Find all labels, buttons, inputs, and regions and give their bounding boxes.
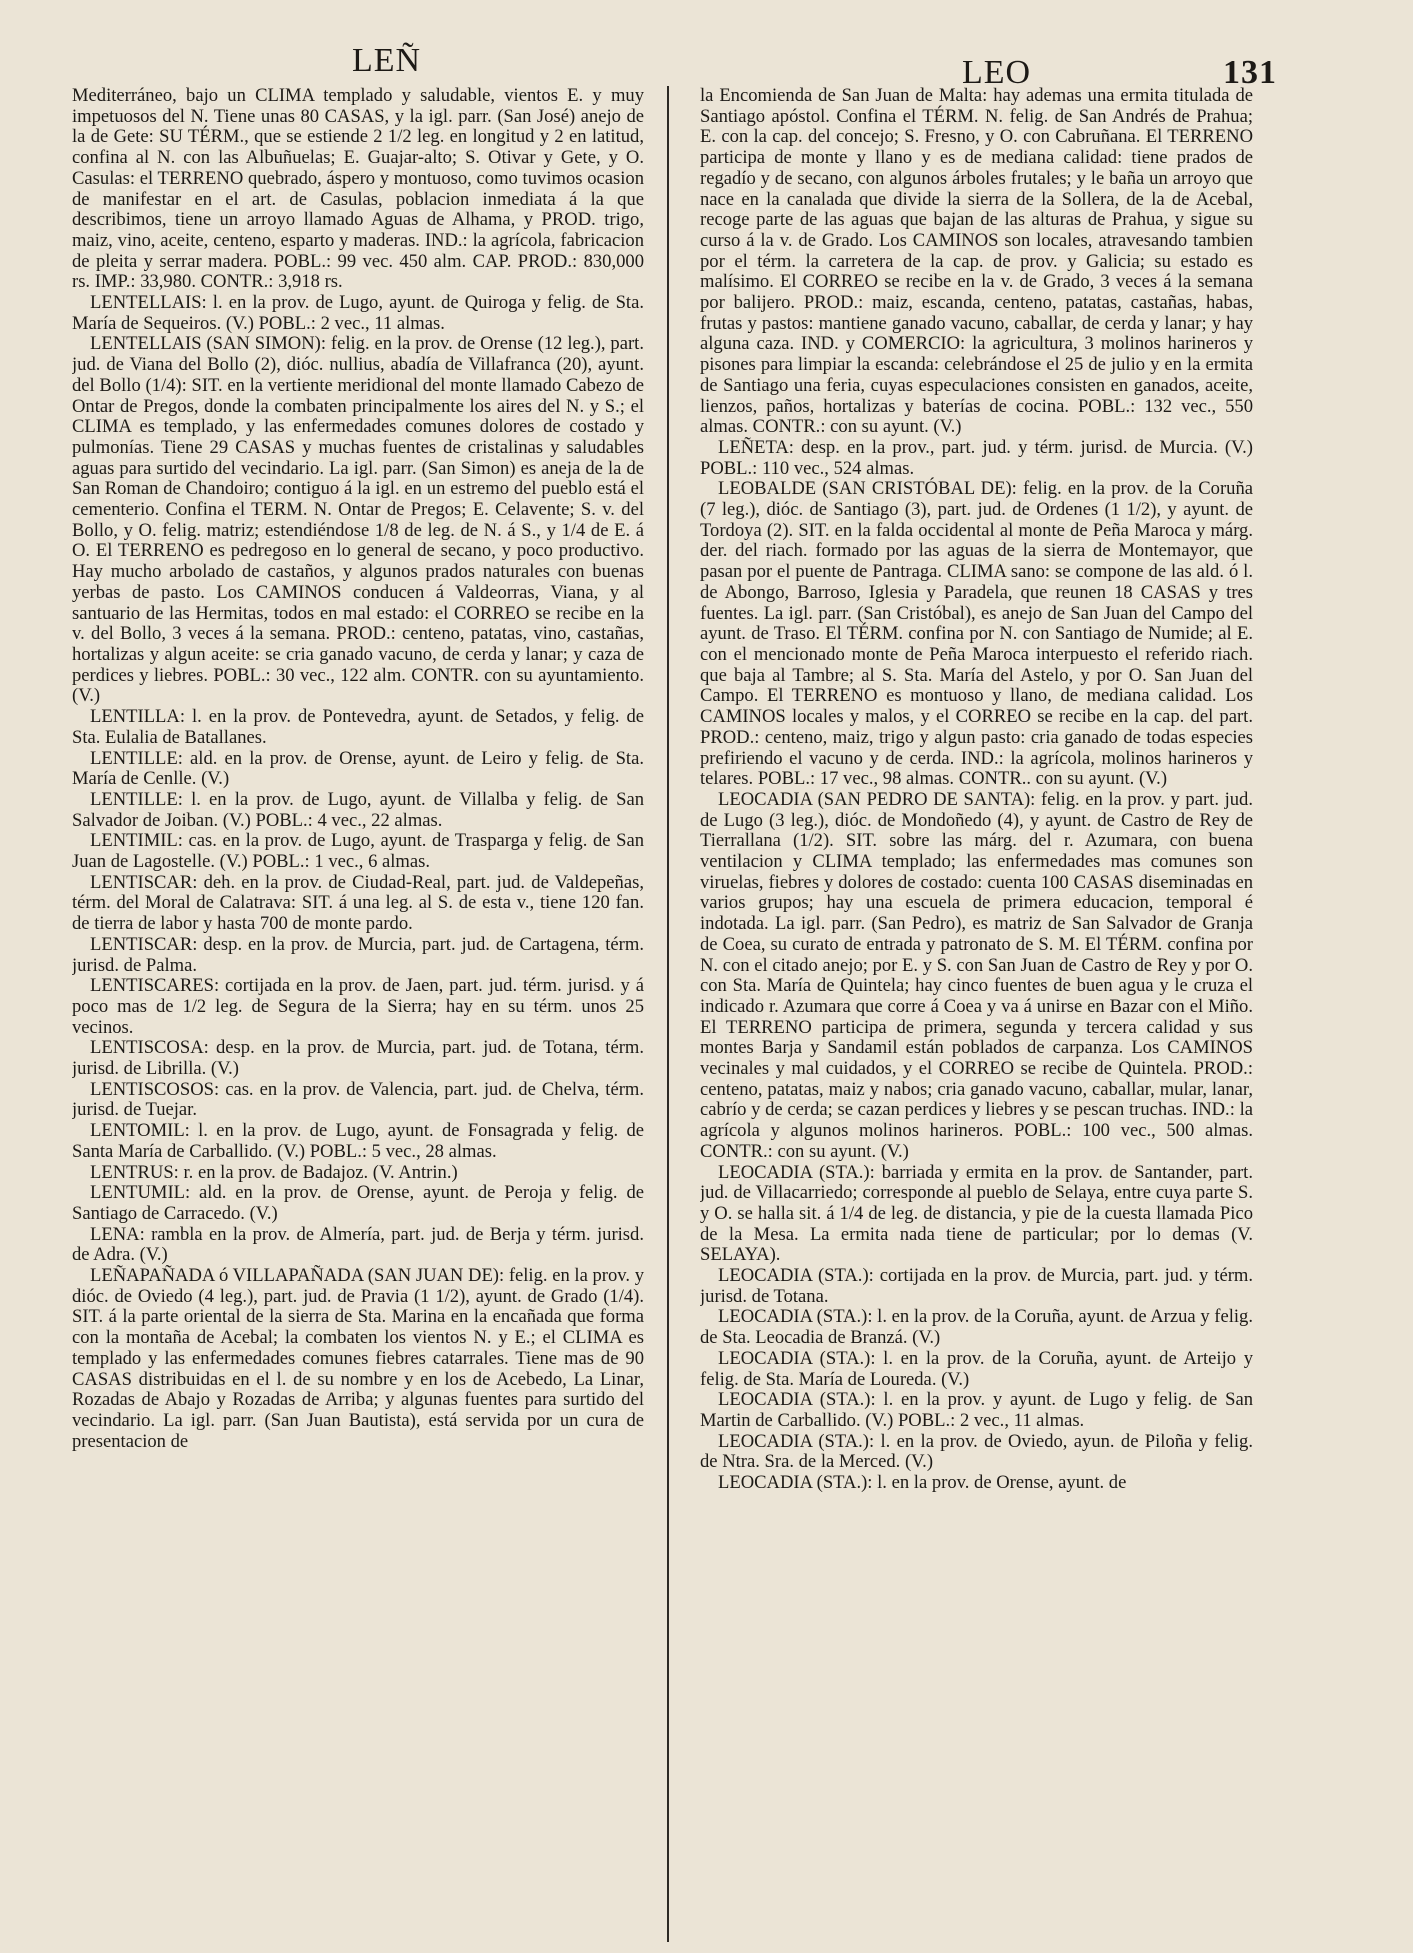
page-number: 131 bbox=[1223, 54, 1277, 91]
column-divider bbox=[667, 86, 669, 1942]
entry: LENTELLAIS (SAN SIMON): felig. en la prov. de Orense (12 leg.), part. jud. de Viana del Bollo (2), dióc. nullius, abadía de Villafranca (20), ayunt. del Bollo (1/4): SIT. en la vertiente meridional del monte llamado Cabezo de Ontar de Pregos, donde la combaten principalmente los aires del N. y S.; el CLIMA es templado, y las enfermedades comunes dolores de costado y pulmonías. Tiene 29 CASAS y muchas fuentes de cristalinas y saludables aguas para surtido del vecindario. La igl. parr. (San Simon) es aneja de la de San Roman de Chandoiro; contiguo á la igl. en un estremo del pueblo está el cementerio. Confina el TERM. N. Ontar de Pregos; E. Celavente; S. v. del Bollo, y O. felig. matriz; estendiéndose 1/8 de leg. de N. á S., y 1/4 de E. á O. El TERRENO es pedregoso en lo general de secano, y poco productivo. Hay mucho arbolado de castaños, y algunos prados naturales con buenas yerbas de pasto. Los CAMINOS conducen á Valdeorras, Viana, y al santuario de las Hermitas, todos en mal estado: el CORREO se recibe en la v. del Bollo, 3 veces á la semana. PROD.: centeno, patatas, vino, castañas, hortalizas y algun aceite: se cria ganado vacuno, de cerda y lanar; y caza de perdices y liebres. POBL.: 30 vec., 122 alm. CONTR. con su ayuntamiento. (V.) bbox=[72, 333, 644, 707]
right-column bbox=[700, 86, 1253, 1942]
entry: LENTRUS: r. en la prov. de Badajoz. (V. Antrin.) bbox=[90, 1161, 458, 1183]
entry: LENTISCAR: deh. en la prov. de Ciudad-Real, part. jud. de Valdepeñas, térm. del Moral de Calatrava: SIT. á una leg. al S. de esta v., tiene 120 fan. de tierra de labor y hasta 700 de monte pardo. bbox=[72, 871, 644, 935]
entry: LEOCADIA (SAN PEDRO DE SANTA): felig. en la prov. y part. jud. de Lugo (3 leg.), dióc. de Mondoñedo (4), y ayunt. de Castro de Rey de Tierrallana (1/2). SIT. sobre las márg. del r. Azumara, con buena ventilacion y CLIMA templado; las enfermedades mas comunes son viruelas, fiebres y dolores de costado: cuenta 100 CASAS diseminadas en varios grupos; hay una escuela de primera educacion, temporal é indotada. La igl. parr. (San Pedro), es matriz de San Salvador de Granja de Coea, su curato de entrada y patronato de S. M. El TÉRM. confina por N. con el citado anejo; por E. y S. con San Juan de Castro de Rey y por O. con Sta. María de Quintela; hay cinco fuentes de buen agua y le cruza el indicado r. Azumara que corre á Coea y va á unirse en Bazar con el Miño. El TERRENO participa de primera, segunda y tercera calidad y sus montes Barja y Sandamil están poblados de carpanza. Los CAMINOS vecinales y mal cuidados, y el CORREO se recibe de Quintela. PROD.: centeno, patatas, maiz y nabos; cria ganado vacuno, caballar, mular, lanar, cabrío y de cerda; se cazan perdices y liebres y se pescan truchas. IND.: la agrícola y algunos molinos harineros. POBL.: 100 vec., 500 almas. CONTR.: con su ayunt. (V.) bbox=[700, 788, 1253, 1162]
page-header bbox=[0, 38, 1413, 91]
entry: LENTOMIL: l. en la prov. de Lugo, ayunt. de Fonsagrada y felig. de Santa María de Carballido. (V.) POBL.: 5 vec., 28 almas. bbox=[72, 1120, 644, 1162]
entry: Mediterráneo, bajo un CLIMA templado y saludable, vientos E. y muy impetuosos del N. Tiene unas 80 CASAS, y la igl. parr. (San José) anejo de la de Gete: SU TÉRM., que se estiende 2 1/2 leg. en longitud y 2 en latitud, confina al N. con las Albuñuelas; E. Guajar-alto; S. Otivar y Gete, y O. Casulas: el TERRENO quebrado, áspero y montuoso, como tuvimos ocasion de manifestar en el art. de Casulas, poblacion inmediata á la que describimos, tiene un arroyo llamado Aguas de Alhama, y PROD. trigo, maiz, vino, aceite, centeno, esparto y maderas. IND.: la agrícola, fabricacion de pleita y serrar madera. POBL.: 99 vec. 450 alm. CAP. PROD.: 830,000 rs. IMP.: 33,980. CONTR.: 3,918 rs. bbox=[72, 86, 644, 293]
entry: LENTISCOSA: desp. en la prov. de Murcia, part. jud. de Totana, térm. jurisd. de Librilla. (V.) bbox=[72, 1037, 644, 1080]
entry: LENTUMIL: ald. en la prov. de Orense, ayunt. de Peroja y felig. de Santiago de Carracedo. (V.) bbox=[72, 1182, 644, 1224]
entry: LENTILLA: l. en la prov. de Pontevedra, ayunt. de Setados, y felig. de Sta. Eulalia de Batallanes. bbox=[72, 706, 644, 748]
entry: LEOCADIA (STA.): l. en la prov. de Orense, ayunt. de bbox=[718, 1472, 1127, 1494]
entry: LEOCADIA (STA.): l. en la prov. de la Coruña, ayunt. de Arzua y felig. de Sta. Leocadia de Branzá. (V.) bbox=[700, 1306, 1253, 1349]
entry: LENTISCAR: desp. en la prov. de Murcia, part. jud. de Cartagena, térm. jurisd. de Palma. bbox=[72, 933, 644, 976]
entry: LENA: rambla en la prov. de Almería, part. jud. de Berja y térm. jurisd. de Adra. (V.) bbox=[72, 1223, 644, 1266]
entry: LEOCADIA (STA.): l. en la prov. de la Coruña, ayunt. de Arteijo y felig. de Sta. María de Loureda. (V.) bbox=[700, 1347, 1253, 1390]
header-left-guide-word: LEÑ bbox=[352, 42, 422, 79]
entry: LENTILLE: l. en la prov. de Lugo, ayunt. de Villalba y felig. de San Salvador de Joiban. (V.) POBL.: 4 vec., 22 almas. bbox=[72, 788, 644, 831]
entry: LEOCADIA (STA.): barriada y ermita en la prov. de Santander, part. jud. de Villacarriedo; corresponde al pueblo de Selaya, entre cuya parte S. y O. se halla sit. á 1/4 de leg. de distancia, y pie de la cuesta llamada Pico de la Mesa. La ermita nada tiene de particular; por lo demas (V. SELAYA). bbox=[700, 1161, 1253, 1266]
entry: LEOCADIA (STA.): cortijada en la prov. de Murcia, part. jud. y térm. jurisd. de Totana. bbox=[700, 1265, 1253, 1307]
entry: LENTIMIL: cas. en la prov. de Lugo, ayunt. de Trasparga y felig. de San Juan de Lagostelle. (V.) POBL.: 1 vec., 6 almas. bbox=[72, 830, 644, 873]
entry: LEOCADIA (STA.): l. en la prov. de Oviedo, ayun. de Piloña y felig. de Ntra. Sra. de la Merced. (V.) bbox=[700, 1430, 1253, 1473]
entry: LEÑETA: desp. en la prov., part. jud. y térm. jurisd. de Murcia. (V.) POBL.: 110 vec., 524 almas. bbox=[700, 436, 1253, 479]
entry: LEÑAPAÑADA ó VILLAPAÑADA (SAN JUAN DE): felig. en la prov. y dióc. de Oviedo (4 leg.), part. jud. de Pravia (1 1/2), ayunt. de Grado (1/4). SIT. á la parte oriental de la sierra de Sta. Marina en la encañada que forma con la montaña de Acebal; la combaten los vientos N. y E.; el CLIMA es templado y las enfermedades comunes fiebres catarrales. Tiene mas de 90 CASAS distribuidas en el l. de su nombre y en los de Acebedo, La Linar, Rozadas de Abajo y Rozadas de Arriba; y algunas fuentes para surtido del vecindario. La igl. parr. (San Juan Bautista), está servida por un cura de presentacion de bbox=[72, 1265, 644, 1452]
entry: LENTISCOSOS: cas. en la prov. de Valencia, part. jud. de Chelva, térm. jurisd. de Tuejar. bbox=[72, 1078, 644, 1121]
entry: LEOBALDE (SAN CRISTÓBAL DE): felig. en la prov. de la Coruña (7 leg.), dióc. de Santiago (3), part. jud. de Ordenes (1 1/2), y ayunt. de Tordoya (2). SIT. en la falda occidental al monte de Peña Maroca y márg. der. del riach. formado por las aguas de la sierra de Montemayor, que pasan por el puente de Pantraga. CLIMA sano: se compone de las ald. ó l. de Abongo, Barroso, Iglesia y Paradela, que reunen 18 CASAS y tres fuentes. La igl. parr. (San Cristóbal), es anejo de San Juan del Campo del ayunt. de Traso. El TÉRM. confina por N. con Santiago de Numide; al E. con el mencionado monte de Peña Maroca interpuesto el referido riach. que baja al Tambre; al S. Sta. María del Astelo, y por O. San Juan del Campo. El TERRENO es montuoso y llano, de mediana calidad. Los CAMINOS locales y malos, y el CORREO se recibe en la cap. del part. PROD.: centeno, maiz, trigo y algun pasto: cria ganado de todas especies prefiriendo el vacuno y de cerda. IND.: la agrícola, molinos harineros y telares. POBL.: 17 vec., 98 almas. CONTR.. con su ayunt. (V.) bbox=[700, 478, 1253, 790]
entry: LENTELLAIS: l. en la prov. de Lugo, ayunt. de Quiroga y felig. de Sta. María de Sequeiros. (V.) POBL.: 2 vec., 11 almas. bbox=[72, 292, 644, 334]
entry: la Encomienda de San Juan de Malta: hay ademas una ermita titulada de Santiago apóstol. Confina el TÉRM. N. felig. de San Andrés de Prahua; E. con la cap. del concejo; S. Fresno, y O. con Cabruñana. El TERRENO participa de monte y llano y es de mediana calidad: tiene prados de regadío y de secano, con algunos árboles frutales; y le baña un arroyo que nace en la canalada que divide la sierra de la Sollera, de la de Acebal, recoge parte de las aguas que bajan de las alturas de Prahua, y sigue su curso á la v. de Grado. Los CAMINOS son locales, atravesando tambien por el térm. la carretera de la cap. de prov. y Galicia; su estado es malísimo. El CORREO se recibe en la v. de Grado, 3 veces á la semana por balijero. PROD.: maiz, escanda, centeno, patatas, castañas, habas, frutas y pastos: mantiene ganado vacuno, caballar, de cerda y lanar; y hay alguna caza. IND. y COMERCIO: la agricultura, 3 molinos harineros y pisones para limpiar la escanda: celebrándose el 25 de julio y en la ermita de Santiago una feria, cuyas especulaciones consisten en ganados, aceite, lienzos, paños, hortalizas y baterías de cocina. POBL.: 132 vec., 550 almas. CONTR.: con su ayunt. (V.) bbox=[700, 86, 1253, 438]
entry: LENTILLE: ald. en la prov. de Orense, ayunt. de Leiro y felig. de Sta. María de Cenlle. (V.) bbox=[72, 747, 644, 790]
entry: LENTISCARES: cortijada en la prov. de Jaen, part. jud. térm. jurisd. y á poco mas de 1/2 leg. de Segura de la Sierra; hay en su térm. unos 25 vecinos. bbox=[72, 975, 644, 1038]
left-column bbox=[72, 86, 644, 1942]
entry: LEOCADIA (STA.): l. en la prov. y ayunt. de Lugo y felig. de San Martin de Carballido. (V.) POBL.: 2 vec., 11 almas. bbox=[700, 1389, 1253, 1431]
header-right-guide-word: LEO bbox=[962, 54, 1032, 91]
